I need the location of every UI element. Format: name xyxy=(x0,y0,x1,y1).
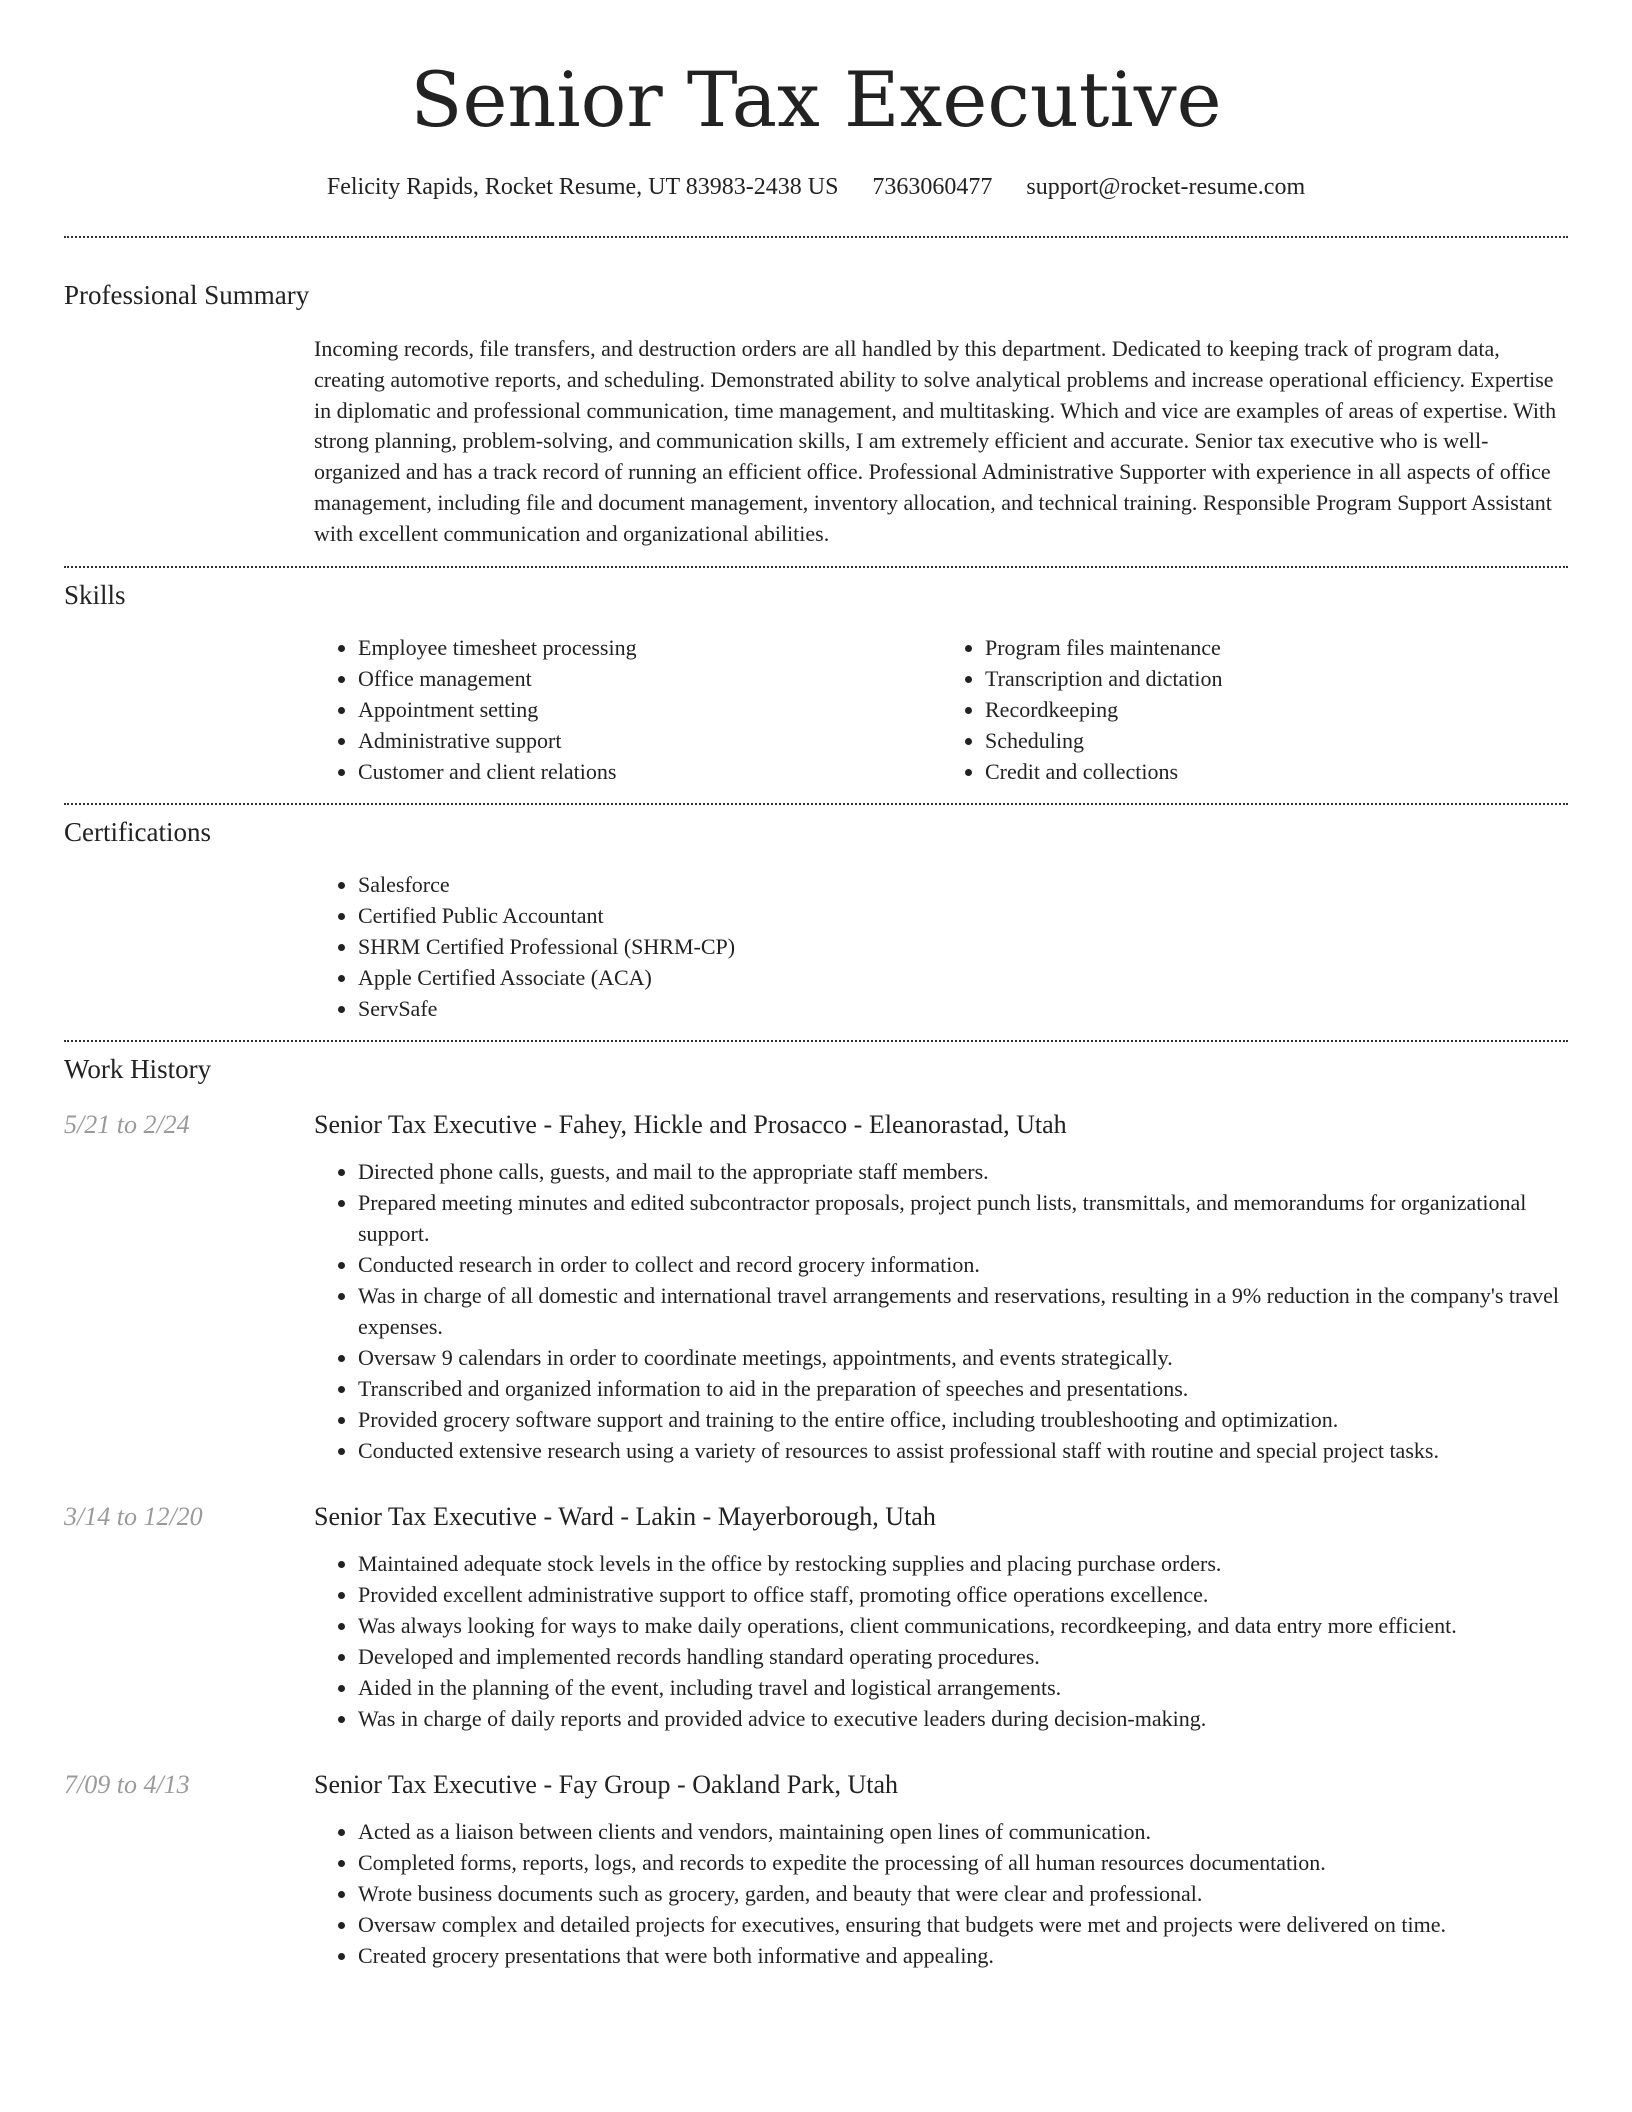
list-item: • Provided grocery software support and training to the entire office, including troubleshooting and optimization. xyxy=(358,1404,1568,1435)
list-item: • Wrote business documents such as grocery, garden, and beauty that were clear and professional. xyxy=(358,1878,1568,1909)
job-bullets xyxy=(314,1816,1568,1971)
list-item: • Directed phone calls, guests, and mail to the appropriate staff members. xyxy=(358,1156,1568,1187)
list-item: • Conducted research in order to collect and record grocery information. xyxy=(358,1249,1568,1280)
list-item: • Apple Certified Associate (ACA) xyxy=(358,962,1568,993)
job-date: 5/21 to 2/24 xyxy=(64,1109,190,1139)
list-item: • Completed forms, reports, logs, and records to expedite the processing of all human resources documentation. xyxy=(358,1847,1568,1878)
list-item: • Developed and implemented records handling standard operating procedures. xyxy=(358,1641,1568,1672)
list-item: • Maintained adequate stock levels in the office by restocking supplies and placing purchase orders. xyxy=(358,1548,1568,1579)
job-bullets xyxy=(314,1548,1568,1734)
summary-title: Professional Summary xyxy=(64,280,310,310)
certifications-title: Certifications xyxy=(64,816,211,847)
list-item: • Transcription and dictation xyxy=(985,663,1568,694)
job-title: Senior Tax Executive - Ward - Lakin - Mayerborough, Utah xyxy=(314,1501,936,1531)
list-item: • Office management xyxy=(358,663,941,694)
job-entry xyxy=(64,1500,1568,1734)
list-item: • Recordkeeping xyxy=(985,694,1568,725)
skills-title: Skills xyxy=(64,579,126,610)
list-item: • Salesforce xyxy=(358,869,1568,900)
list-item: • Administrative support xyxy=(358,725,941,756)
job-date: 7/09 to 4/13 xyxy=(64,1769,190,1799)
contact-address: Felicity Rapids, Rocket Resume, UT 83983-2438 US xyxy=(326,174,839,200)
list-item: • Employee timesheet processing xyxy=(358,632,941,663)
list-item: • ServSafe xyxy=(358,993,1568,1024)
skills-section xyxy=(64,568,1568,787)
list-item: • SHRM Certified Professional (SHRM-CP) xyxy=(358,931,1568,962)
list-item: • Aided in the planning of the event, including travel and logistical arrangements. xyxy=(358,1672,1568,1703)
list-item: • Scheduling xyxy=(985,725,1568,756)
skills-list-left xyxy=(314,632,941,787)
summary-section xyxy=(64,238,1568,550)
list-item: • Certified Public Accountant xyxy=(358,900,1568,931)
contact-line xyxy=(0,170,1632,204)
list-item: • Program files maintenance xyxy=(985,632,1568,663)
list-item: • Was in charge of daily reports and provided advice to executive leaders during decision-making. xyxy=(358,1703,1568,1734)
job-title: Senior Tax Executive - Fahey, Hickle and Prosacco - Eleanorastad, Utah xyxy=(314,1109,1067,1139)
list-item: • Was always looking for ways to make daily operations, client communications, recordkeeping, and data entry more efficient. xyxy=(358,1610,1568,1641)
certifications-list xyxy=(314,869,1568,1024)
list-item: • Oversaw 9 calendars in order to coordinate meetings, appointments, and events strategically. xyxy=(358,1342,1568,1373)
list-item: • Customer and client relations xyxy=(358,756,941,787)
skills-list-right xyxy=(941,632,1568,787)
job-date: 3/14 to 12/20 xyxy=(64,1501,203,1531)
resume-name: Senior Tax Executive xyxy=(410,55,1222,144)
summary-text: Incoming records, file transfers, and destruction orders are all handled by this department. Dedicated to keeping track of program data, creating automotive reports, and scheduling. Demonstrated ability to solve analytical problems and increase operational efficiency. Expertise in diplomatic and professional communication, time management, and multitasking. Which and vice are examples of areas of expertise. With strong planning, problem-solving, and communication skills, I am extremely efficient and accurate. Senior tax executive who is well-organized and has a track record of running an efficient office. Professional Administrative Supporter with experience in all aspects of office management, including file and document management, inventory allocation, and technical training. Responsible Program Support Assistant with excellent communication and organizational abilities. xyxy=(314,336,1557,546)
list-item: • Acted as a liaison between clients and vendors, maintaining open lines of communication. xyxy=(358,1816,1568,1847)
list-item: • Provided excellent administrative support to office staff, promoting office operations excellence. xyxy=(358,1579,1568,1610)
list-item: • Conducted extensive research using a variety of resources to assist professional staff with routine and special project tasks. xyxy=(358,1435,1568,1466)
certifications-section xyxy=(64,805,1568,1024)
contact-phone: 7363060477 xyxy=(872,174,993,200)
list-item: • Transcribed and organized information to aid in the preparation of speeches and presentations. xyxy=(358,1373,1568,1404)
job-entry xyxy=(64,1108,1568,1466)
job-bullets xyxy=(314,1156,1568,1466)
work-title: Work History xyxy=(64,1053,212,1084)
list-item: • Credit and collections xyxy=(985,756,1568,787)
list-item: • Created grocery presentations that were both informative and appealing. xyxy=(358,1940,1568,1971)
work-section xyxy=(64,1042,1568,1971)
list-item: • Oversaw complex and detailed projects for executives, ensuring that budgets were met and projects were delivered on time. xyxy=(358,1909,1568,1940)
contact-email: support@rocket-resume.com xyxy=(1026,174,1306,200)
list-item: • Appointment setting xyxy=(358,694,941,725)
list-item: • Prepared meeting minutes and edited subcontractor proposals, project punch lists, transmittals, and memorandums for organizational support. xyxy=(358,1187,1568,1249)
job-title: Senior Tax Executive - Fay Group - Oakland Park, Utah xyxy=(314,1769,898,1799)
job-entry xyxy=(64,1768,1568,1971)
list-item: • Was in charge of all domestic and international travel arrangements and reservations, resulting in a 9% reduction in the company's travel expenses. xyxy=(358,1280,1568,1342)
